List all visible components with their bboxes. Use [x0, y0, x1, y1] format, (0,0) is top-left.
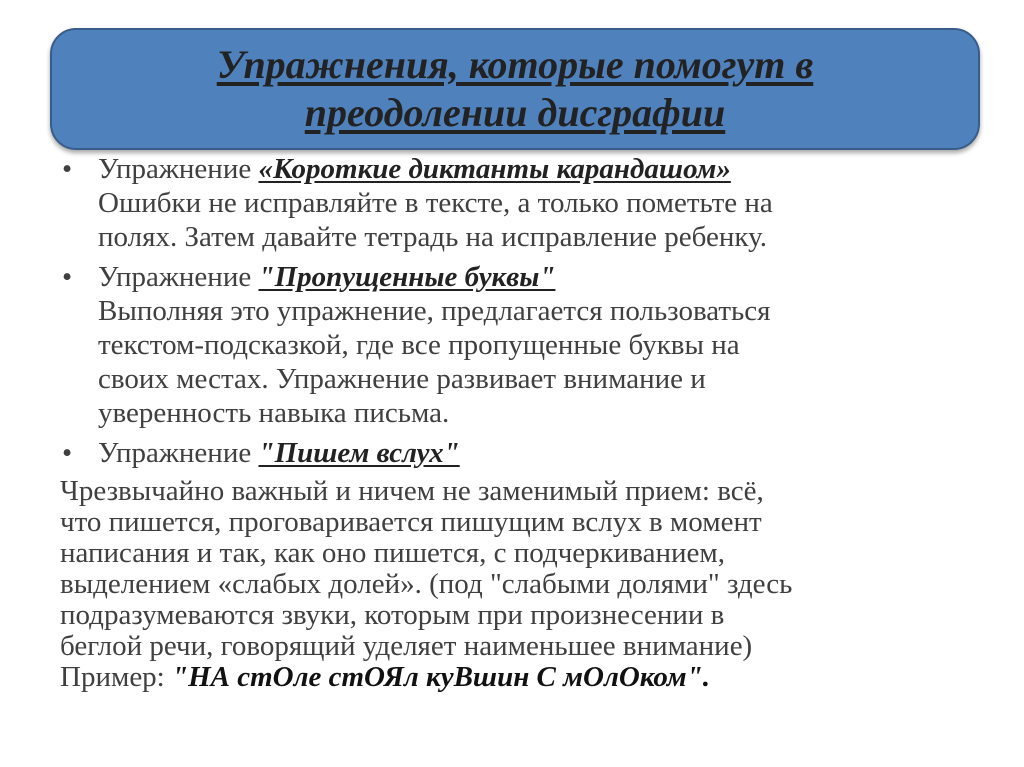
paragraph-line: Чрезвычайно важный и ничем не заменимый прием: всё,	[60, 475, 764, 507]
example-text: "НА стОле стОЯл куВшин С мОлОком".	[172, 661, 710, 693]
paragraph-line: подразумеваются звуки, которым при произнесении в	[60, 599, 725, 631]
exercise-item-3	[60, 436, 980, 470]
exercise-prefix: Упражнение	[98, 437, 259, 469]
exercise-item-1	[60, 152, 980, 254]
example-label: Пример:	[60, 661, 172, 693]
exercise-name: «Короткие диктанты карандашом»	[258, 153, 731, 185]
exercise-text-line: уверенность навыка письма.	[98, 397, 450, 429]
exercise-name: "Пропущенные буквы"	[258, 261, 556, 293]
exercise-text-line: Ошибки не исправляйте в тексте, а только пометьте на	[98, 187, 773, 219]
title-line-1: Упражнения, которые помогут в	[216, 42, 814, 87]
example-line	[60, 662, 980, 693]
content-area	[60, 152, 980, 693]
title-line-2: преодолении дисграфии	[304, 90, 726, 135]
paragraph-line: беглой речи, говорящий уделяет наименьшее внимание)	[60, 630, 753, 662]
bullet-icon: •	[62, 261, 73, 293]
exercise-prefix: Упражнение	[98, 153, 259, 185]
description-paragraph	[60, 476, 980, 693]
exercise-text-line: своих местах. Упражнение развивает внимание и	[98, 363, 706, 395]
exercise-text-line: полях. Затем давайте тетрадь на исправление ребенку.	[98, 221, 767, 253]
paragraph-line: выделением «слабых долей». (под "слабыми долями" здесь	[60, 568, 793, 600]
title-banner	[50, 28, 980, 150]
paragraph-line: что пишется, проговаривается пишущим вслух в момент	[60, 506, 762, 538]
bullet-icon: •	[62, 153, 73, 185]
bullet-icon: •	[62, 437, 73, 469]
exercise-item-2	[60, 260, 980, 430]
exercise-text-line: Выполняя это упражнение, предлагается пользоваться	[98, 295, 771, 327]
exercise-prefix: Упражнение	[98, 261, 259, 293]
exercise-text-line: текстом-подсказкой, где все пропущенные буквы на	[98, 329, 740, 361]
exercise-name: "Пишем вслух"	[258, 437, 460, 469]
paragraph-line: написания и так, как оно пишется, с подчеркиванием,	[60, 537, 725, 569]
